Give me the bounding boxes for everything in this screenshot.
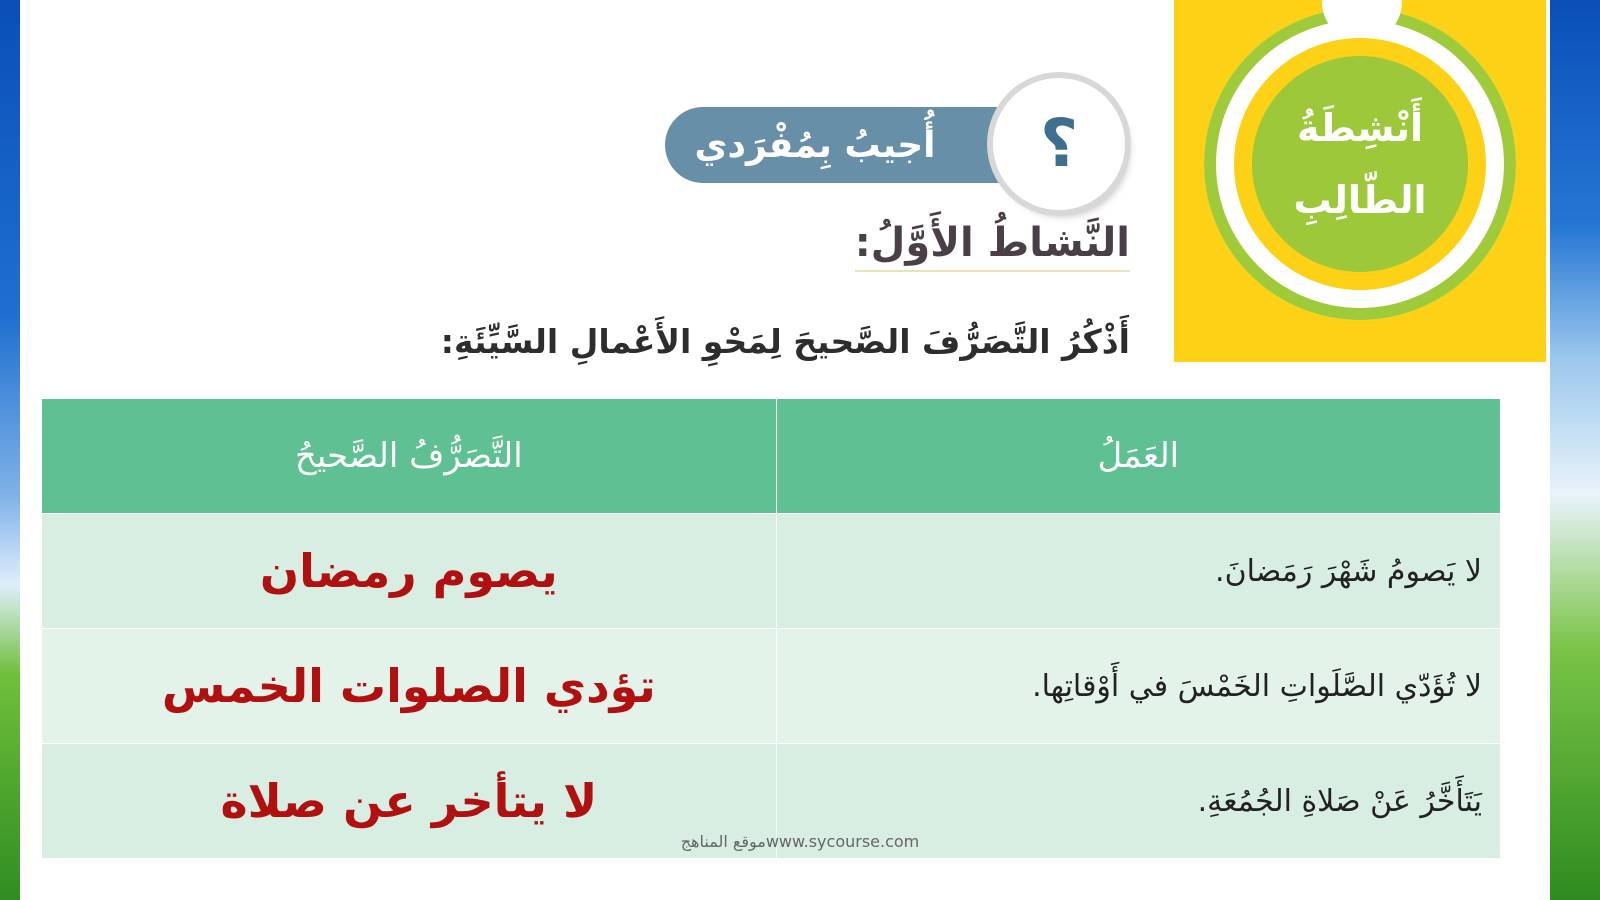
watermark: موقع المناهجwww.sycourse.com xyxy=(680,832,920,851)
question-mark-glyph: ؟ xyxy=(1039,105,1079,182)
behavior-table xyxy=(41,398,1501,859)
header-correct-behavior: التَّصَرُّفُ الصَّحيحُ xyxy=(42,399,777,514)
answer-individually-label: أُجيبُ بِمُفْرَدي xyxy=(694,124,936,166)
student-activities-badge xyxy=(1174,0,1546,362)
action-cell: لا تُؤَدّي الصَّلَواتِ الخَمْسَ في أَوْقاتِها. xyxy=(776,629,1500,744)
badge-inner-circle xyxy=(1252,56,1468,272)
question-mark-icon xyxy=(993,78,1125,210)
table-header-row xyxy=(42,399,1501,514)
action-cell: يَتَأَخَّرُ عَنْ صَلاةِ الجُمُعَةِ. xyxy=(776,744,1500,859)
badge-middle-ring xyxy=(1234,38,1486,290)
answer-cell: لا يتأخر عن صلاة xyxy=(42,744,777,859)
badge-outer-ring xyxy=(1204,8,1516,320)
answer-cell: تؤدي الصلوات الخمس xyxy=(42,629,777,744)
badge-knob xyxy=(1322,0,1402,42)
badge-title-line1: أَنْشِطَةُ xyxy=(1296,106,1424,150)
header-action: العَمَلُ xyxy=(776,399,1500,514)
table-row xyxy=(42,514,1501,629)
badge-title-line2: الطّالِبِ xyxy=(1293,178,1427,222)
activity-title: النَّشاطُ الأَوَّلُ: xyxy=(855,220,1130,272)
table-row xyxy=(42,629,1501,744)
answer-cell: يصوم رمضان xyxy=(42,514,777,629)
background-strip-right xyxy=(1550,0,1600,900)
activity-instruction: أَذْكُرُ التَّصَرُّفَ الصَّحيحَ لِمَحْوِ الأَعْمالِ السَّيِّئَةِ: xyxy=(440,322,1130,361)
answer-individually-pill xyxy=(665,107,1045,183)
background-strip-left xyxy=(0,0,20,900)
action-cell: لا يَصومُ شَهْرَ رَمَضانَ. xyxy=(776,514,1500,629)
